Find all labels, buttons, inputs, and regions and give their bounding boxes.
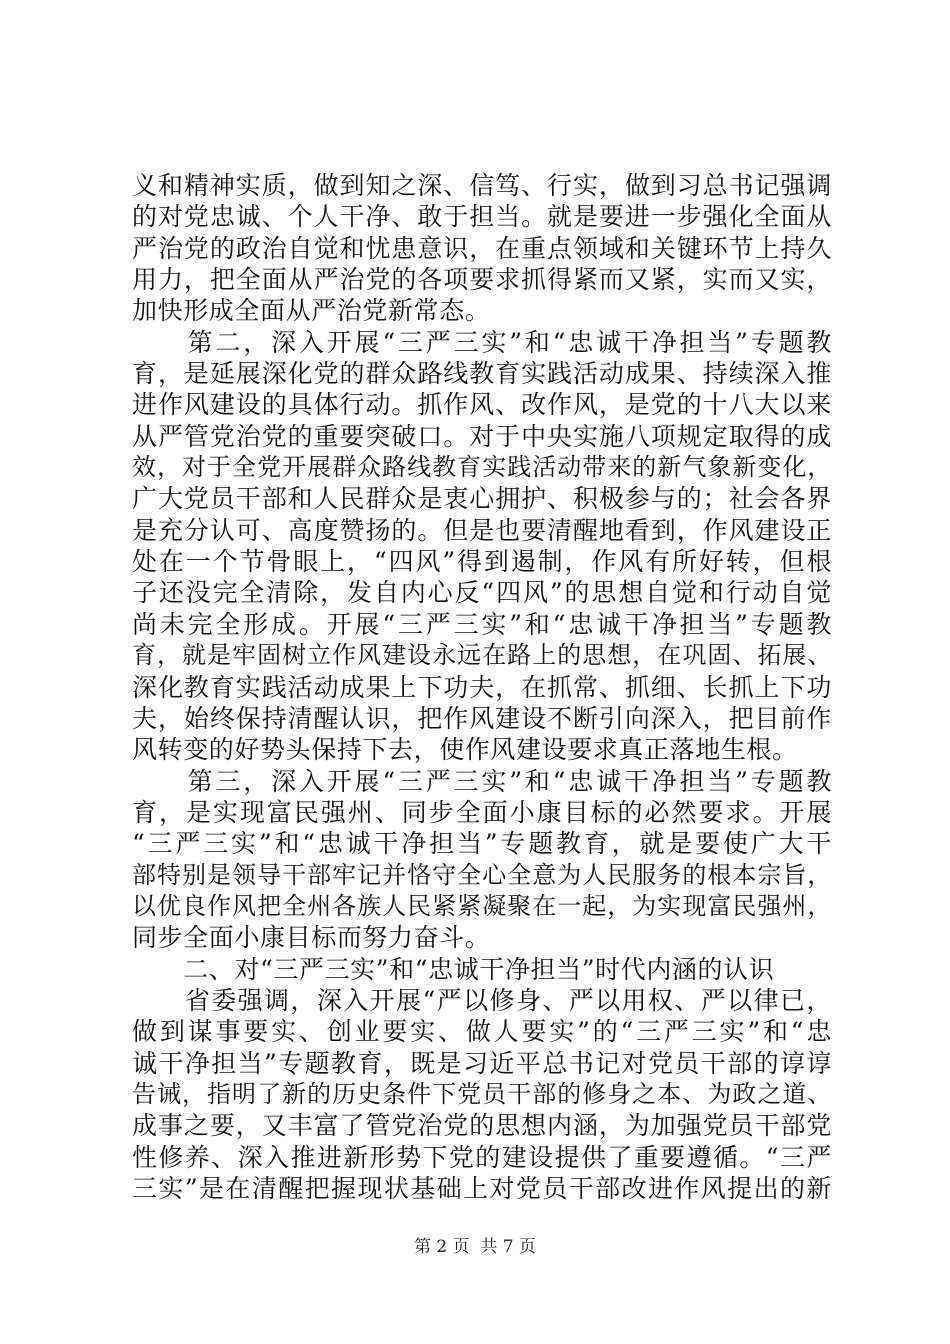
text-line: 性修养、深入推进新形势下党的建设提供了重要遵循。“三严 [132,1142,832,1172]
text-line: 二、对“三严三实”和“忠诚干净担当”时代内涵的认识 [132,954,775,984]
text-line: 育，是延展深化党的群众路线教育实践活动成果、持续深入推 [132,359,832,389]
text-line: 广大党员干部和人民群众是衷心拥护、积极参与的；社会各界 [132,484,832,514]
text-line: 部特别是领导干部牢记并恪守全心全意为人民服务的根本宗旨， [132,860,832,889]
text-line: “三严三实”和“忠诚干净担当”专题教育，就是要使广大干 [132,829,832,859]
text-line: 严治党的政治自觉和忧患意识，在重点领域和关键环节上持久 [132,233,832,263]
text-line: 处在一个节骨眼上，“四风”得到遏制，作风有所好转，但根 [132,547,832,577]
text-line: 进作风建设的具体行动。抓作风、改作风，是党的十八大以来 [132,390,832,420]
text-line: 省委强调，深入开展“严以修身、严以用权、严以律已， [132,985,832,1015]
text-line: 夫，始终保持清醒认识，把作风建设不断引向深入，把目前作 [132,703,832,733]
text-line: 风转变的好势头保持下去，使作风建设要求真正落地生根。 [132,735,798,765]
text-line: 以优良作风把全州各族人民紧紧凝聚在一起，为实现富民强州， [132,891,832,920]
text-line: 第二，深入开展“三严三实”和“忠诚干净担当”专题教 [132,327,832,357]
page-footer: 第 2 页 共 7 页 [413,1237,537,1257]
text-line: 义和精神实质，做到知之深、信笃、行实，做到习总书记强调 [132,171,832,200]
text-line: 诚干净担当”专题教育，既是习近平总书记对党员干部的谆谆 [132,1048,832,1078]
text-line: 尚未完全形成。开展“三严三实”和“忠诚干净担当”专题教 [132,609,832,639]
text-line: 深化教育实践活动成果上下功夫，在抓常、抓细、长抓上下功 [132,672,832,702]
text-line: 告诫，指明了新的历史条件下党员干部的修身之本、为政之道、 [132,1079,832,1108]
text-line: 育，是实现富民强州、同步全面小康目标的必然要求。开展 [132,797,832,827]
text-line: 成事之要，又丰富了管党治党的思想内涵，为加强党员干部党 [132,1111,832,1141]
text-line: 同步全面小康目标而努力奋斗。 [132,923,491,953]
text-line: 三实”是在清醒把握现状基础上对党员干部改进作风提出的新 [132,1174,832,1203]
text-line: 是充分认可、高度赞扬的。但是也要清醒地看到，作风建设正 [132,515,832,545]
text-line: 育，就是牢固树立作风建设永远在路上的思想，在巩固、拓展、 [132,641,832,670]
text-line: 子还没完全清除，发自内心反“四风”的思想自觉和行动自觉 [132,578,832,608]
text-line: 从严管党治党的重要突破口。对于中央实施八项规定取得的成 [132,421,832,451]
text-line: 效，对于全党开展群众路线教育实践活动带来的新气象新变化， [132,453,832,482]
text-line: 的对党忠诚、个人干净、敢于担当。就是要进一步强化全面从 [132,202,832,232]
text-line: 加快形成全面从严治党新常态。 [132,296,491,326]
text-line: 第三，深入开展“三严三实”和“忠诚干净担当”专题教 [132,766,832,796]
body-text [132,170,832,1204]
text-line: 用力，把全面从严治党的各项要求抓得紧而又紧，实而又实， [132,265,832,295]
text-line: 做到谋事要实、创业要实、做人要实”的“三严三实”和“忠 [132,1017,832,1047]
